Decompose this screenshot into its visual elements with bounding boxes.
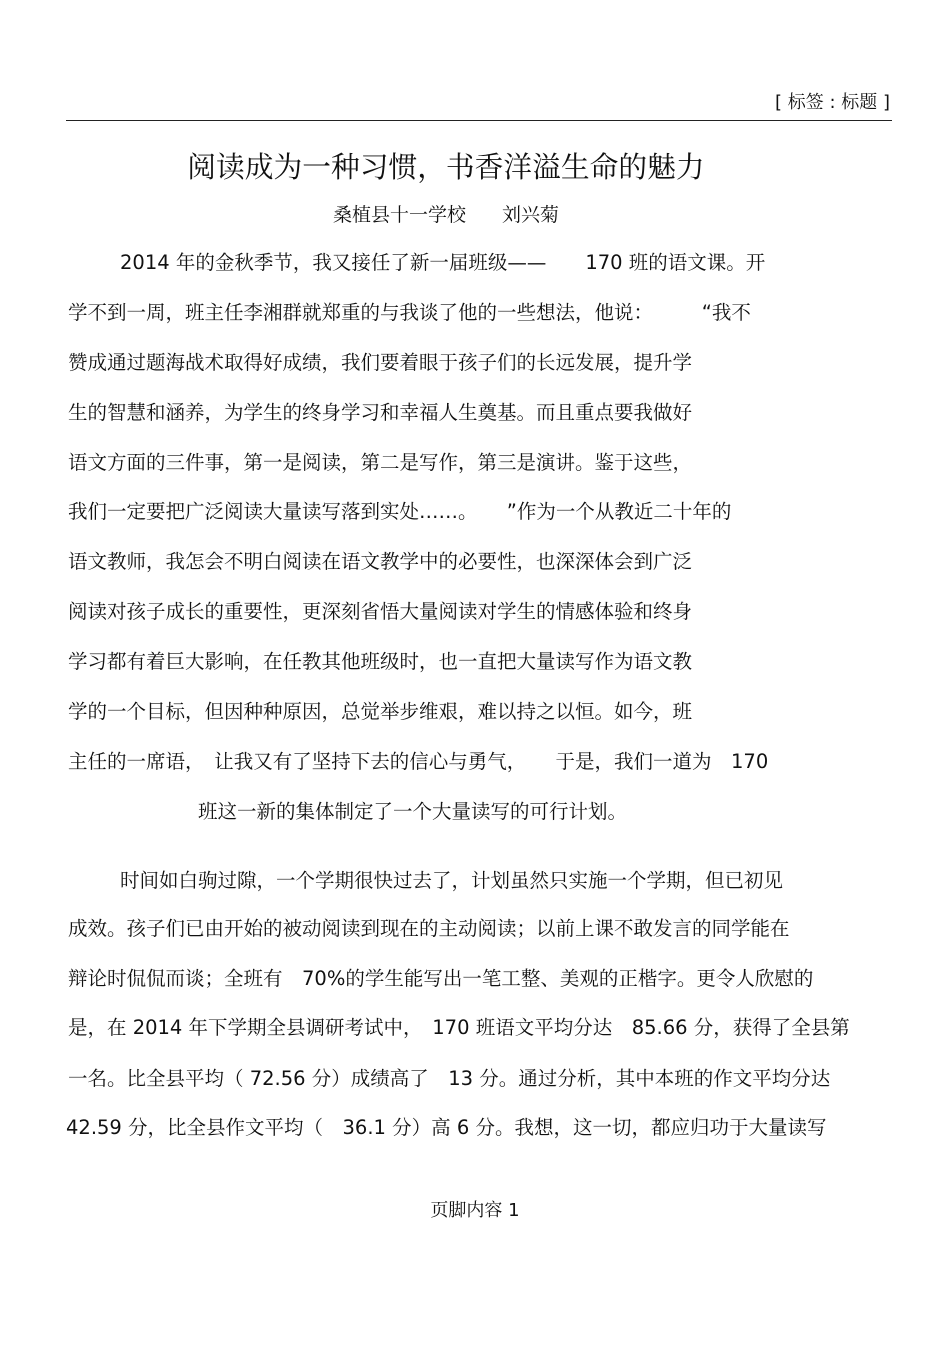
paragraph-2-line: 一名。比全县平均（ 72.56 分）成绩高了 13 分。通过分析，其中本班的作文平均分达: [68, 1067, 831, 1090]
paragraph-1-line: 2014 年的金秋季节，我又接任了新一届班级—— 170 班的语文课。开: [120, 251, 766, 274]
paragraph-2-line: 成效。孩子们已由开始的被动阅读到现在的主动阅读；以前上课不敢发言的同学能在: [68, 917, 790, 940]
paragraph-1-line: 赞成通过题海战术取得好成绩，我们要着眼于孩子们的长远发展，提升学: [68, 351, 693, 374]
author-name: 刘兴菊: [502, 204, 560, 226]
document-title: 阅读成为一种习惯，书香洋溢生命的魅力: [187, 150, 705, 184]
header-tag: [ 标签 : 标题 ]: [775, 92, 890, 113]
paragraph-1-line: 主任的一席语， 让我又有了坚持下去的信心与勇气， 于是，我们一道为 170: [68, 750, 769, 773]
paragraph-2-line: 辩论时侃侃而谈；全班有 70%的学生能写出一笔工整、美观的正楷字。更令人欣慰的: [68, 967, 814, 990]
paragraph-1-line: 学习都有着巨大影响，在任教其他班级时，也一直把大量读写作为语文教: [68, 650, 693, 673]
paragraph-1-line: 学不到一周，班主任李湘群就郑重的与我谈了他的一些想法，他说： “我不: [68, 301, 751, 324]
paragraph-1-line: 阅读对孩子成长的重要性，更深刻省悟大量阅读对学生的情感体验和终身: [68, 600, 693, 623]
header-divider: [66, 120, 892, 121]
paragraph-1-line: 生的智慧和涵养，为学生的终身学习和幸福人生奠基。而且重点要我做好: [68, 401, 693, 424]
paragraph-1-line: 语文教师，我怎会不明白阅读在语文教学中的必要性，也深深体会到广泛: [68, 550, 693, 573]
paragraph-1-line: 班这一新的集体制定了一个大量读写的可行计划。: [198, 800, 628, 823]
school-name: 桑植县十一学校: [333, 204, 467, 226]
paragraph-1-line: 学的一个目标，但因种种原因，总觉举步维艰，难以持之以恒。如今，班: [68, 700, 693, 723]
paragraph-2-line: 时间如白驹过隙，一个学期很快过去了，计划虽然只实施一个学期，但已初见: [120, 869, 784, 892]
paragraph-2-line: 是，在 2014 年下学期全县调研考试中， 170 班语文平均分达 85.66 分，获得了全县第: [68, 1016, 850, 1039]
byline: [333, 200, 559, 227]
paragraph-2-line: 42.59 分，比全县作文平均（ 36.1 分）高 6 分。我想，这一切，都应归功于大量读写: [66, 1116, 827, 1139]
page-footer: 页脚内容 1: [430, 1200, 520, 1221]
paragraph-1-line: 语文方面的三件事，第一是阅读，第二是写作，第三是演讲。鉴于这些，: [68, 451, 693, 474]
paragraph-1-line: 我们一定要把广泛阅读大量读写落到实处……。 ”作为一个从教近二十年的: [68, 500, 732, 523]
